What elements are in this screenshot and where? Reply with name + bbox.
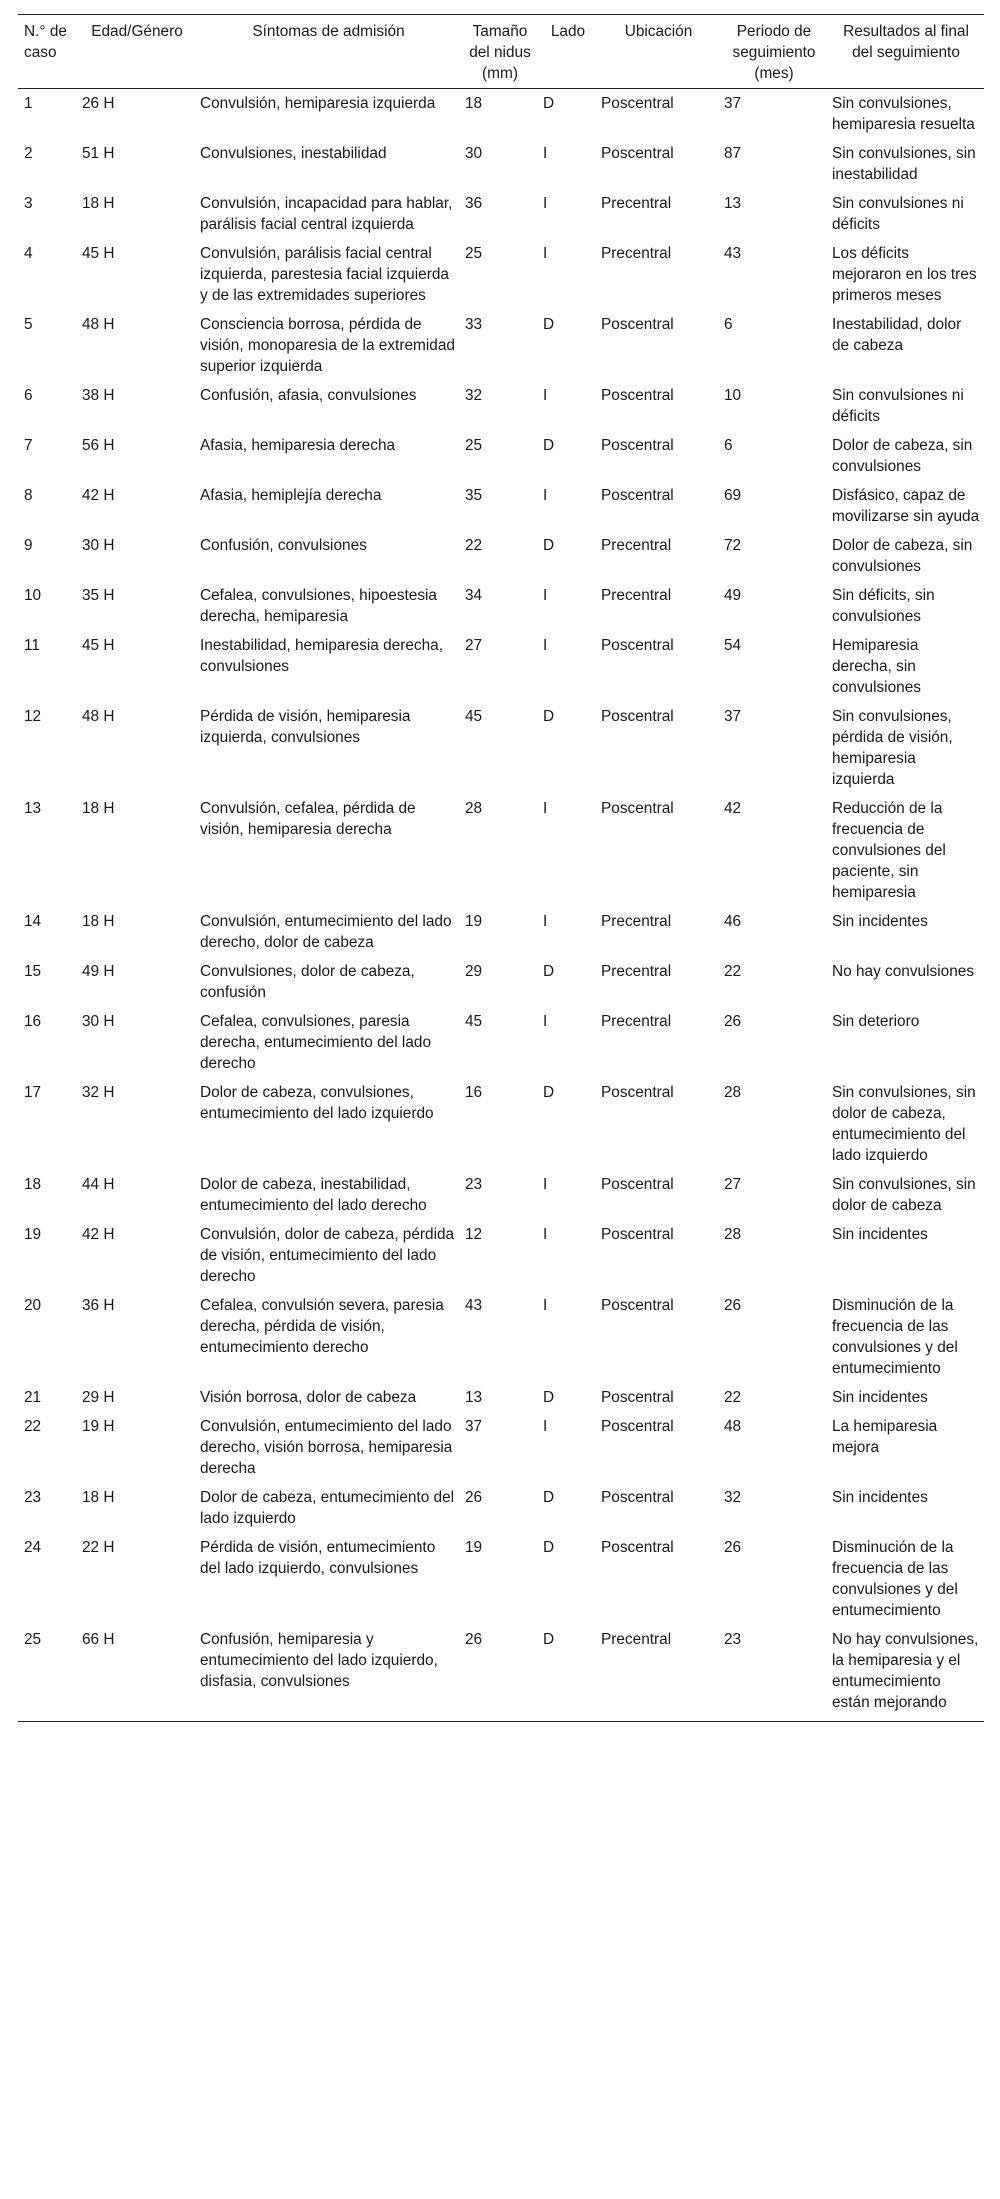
cell-result: Sin convulsiones, sin dolor de cabeza [832,1176,976,1214]
table-row [18,189,984,239]
cell-result: Reducción de la frecuencia de convulsiones del paciente, sin hemiparesia [832,800,946,901]
cell-case: 16 [24,1013,42,1030]
table-row [18,581,984,631]
cell-followup: 22 [724,963,742,980]
cell-age-gender: 66 H [78,1625,196,1722]
cell-symptoms: Afasia, hemiplejía derecha [200,487,382,504]
cell-case: 23 [24,1489,42,1506]
cell-side: I [543,913,548,930]
table-row [18,907,984,957]
cell-result: Dolor de cabeza, sin convulsiones [832,537,973,575]
cell-age-gender: 42 H [82,1226,115,1243]
cell-followup: 10 [724,387,742,404]
table-row [18,1007,984,1078]
cell-result: Sin incidentes [832,913,928,930]
cell-nidus-size: 25 [465,245,483,262]
cell-age-gender: 35 H [82,587,115,604]
cell-nidus-size: 26 [465,1489,483,1506]
cell-age-gender: 18 H [82,1489,115,1506]
cell-side: I [543,1297,548,1314]
cell-case: 8 [24,487,33,504]
cell-result: La hemiparesia mejora [832,1418,938,1456]
cell-age-gender: 51 H [82,145,115,162]
header-case: N.° de caso [18,15,78,89]
cell-location: Poscentral [601,1084,674,1101]
cell-age-gender: 36 H [82,1297,115,1314]
cell-result: Inestabilidad, dolor de cabeza [832,316,962,354]
cell-followup: 22 [724,1389,742,1406]
table-row [18,531,984,581]
cell-location: Poscentral [601,316,674,333]
cell-result: Sin convulsiones, hemiparesia resuelta [832,95,975,133]
cell-location: Poscentral [601,1297,674,1314]
cell-symptoms: Inestabilidad, hemiparesia derecha, convulsiones [200,637,443,675]
cell-case: 1 [24,95,33,112]
cell-case: 19 [24,1226,42,1243]
cell-case: 22 [24,1418,42,1435]
cell-symptoms: Convulsión, entumecimiento del lado derecho, visión borrosa, hemiparesia derecha [200,1418,453,1477]
cell-symptoms: Convulsión, hemiparesia izquierda [200,95,436,112]
cell-side: I [543,245,548,262]
cell-age-gender: 45 H [82,637,115,654]
cell-case: 6 [24,387,33,404]
cell-followup: 43 [724,245,742,262]
cell-side: D [543,1489,555,1506]
cell-result: Disminución de la frecuencia de las convulsiones y del entumecimiento [832,1297,958,1377]
header-symptoms: Síntomas de admisión [196,15,461,89]
cell-age-gender: 48 H [82,316,115,333]
table-row [18,381,984,431]
cell-followup: 37 [724,95,742,112]
header-nidus-size: Tamaño del nidus (mm) [461,15,539,89]
table-row [18,89,984,140]
table-row [18,481,984,531]
cell-case: 20 [24,1297,42,1314]
cell-location: Poscentral [601,1389,674,1406]
cell-nidus-size: 18 [465,95,483,112]
cell-result: Sin convulsiones, sin dolor de cabeza, entumecimiento del lado izquierdo [832,1084,976,1164]
table-row [18,1412,984,1483]
cell-followup: 42 [724,800,742,817]
table-row [18,794,984,907]
cell-location: Poscentral [601,95,674,112]
cell-age-gender: 22 H [82,1539,115,1556]
table-header [18,15,984,89]
cell-age-gender: 38 H [82,387,115,404]
cell-symptoms: Confusión, hemiparesia y entumecimiento del lado izquierdo, disfasia, convulsiones [196,1625,461,1722]
cell-result: Hemiparesia derecha, sin convulsiones [832,637,921,696]
cell-nidus-size: 27 [465,637,483,654]
cell-age-gender: 29 H [82,1389,115,1406]
cell-followup: 27 [724,1176,742,1193]
cell-side: D [543,95,555,112]
cell-location: Poscentral [601,387,674,404]
header-row [18,15,984,89]
cell-followup: 48 [724,1418,742,1435]
cell-nidus-size: 36 [465,195,483,212]
cell-case: 15 [24,963,42,980]
cell-result: Sin convulsiones, sin inestabilidad [832,145,976,183]
cell-side: D [543,963,555,980]
table-row [18,1533,984,1625]
cell-age-gender: 44 H [82,1176,115,1193]
cell-age-gender: 56 H [82,437,115,454]
cell-followup: 87 [724,145,742,162]
cell-followup: 46 [724,913,742,930]
cell-case: 7 [24,437,33,454]
table-row [18,1625,984,1722]
cell-symptoms: Cefalea, convulsiones, hipoestesia derecha, hemiparesia [200,587,437,625]
cell-side: D [543,537,555,554]
cell-location: Poscentral [601,637,674,654]
cell-followup: 6 [724,437,733,454]
cell-result: Sin déficits, sin convulsiones [832,587,935,625]
table-row [18,1483,984,1533]
cell-nidus-size: 43 [465,1297,483,1314]
table-row [18,1220,984,1291]
cell-followup: 69 [724,487,742,504]
cell-nidus-size: 23 [465,1176,483,1193]
cell-case: 3 [24,195,33,212]
table-row [18,239,984,310]
cell-location: Poscentral [601,487,674,504]
table-row [18,702,984,794]
cell-case: 14 [24,913,42,930]
cell-result: No hay convulsiones, la hemiparesia y el entumecimiento están mejorando [828,1625,984,1722]
cell-symptoms: Pérdida de visión, hemiparesia izquierda, convulsiones [200,708,411,746]
cell-case: 17 [24,1084,42,1101]
cell-side: I [543,1226,548,1243]
header-results: Resultados al final del seguimiento [828,15,984,89]
cell-result: Sin incidentes [832,1226,928,1243]
header-age-gender: Edad/Género [78,15,196,89]
cell-nidus-size: 25 [465,437,483,454]
cell-side: D [539,1625,597,1722]
cell-side: I [543,1418,548,1435]
table-row [18,310,984,381]
cell-result: Sin convulsiones, pérdida de visión, hemiparesia izquierda [832,708,953,788]
cell-result: Disminución de la frecuencia de las convulsiones y del entumecimiento [832,1539,958,1619]
cell-symptoms: Dolor de cabeza, inestabilidad, entumecimiento del lado derecho [200,1176,427,1214]
cell-location: Poscentral [601,800,674,817]
cell-nidus-size: 28 [465,800,483,817]
cell-nidus-size: 34 [465,587,483,604]
cell-nidus-size: 45 [465,1013,483,1030]
cell-side: I [543,800,548,817]
cell-symptoms: Convulsiones, inestabilidad [200,145,387,162]
cell-nidus-size: 33 [465,316,483,333]
cell-symptoms: Confusión, convulsiones [200,537,367,554]
cell-followup: 26 [724,1297,742,1314]
cell-nidus-size: 13 [465,1389,483,1406]
cell-nidus-size: 35 [465,487,483,504]
cell-followup: 23 [720,1625,828,1722]
cell-location: Precentral [601,963,672,980]
cell-followup: 32 [724,1489,742,1506]
cell-side: D [543,708,555,725]
cell-symptoms: Convulsión, incapacidad para hablar, parálisis facial central izquierda [200,195,453,233]
cell-followup: 26 [724,1539,742,1556]
cell-nidus-size: 37 [465,1418,483,1435]
table-row [18,1291,984,1383]
cell-age-gender: 45 H [82,245,115,262]
cell-result: Sin incidentes [832,1489,928,1506]
cell-location: Precentral [601,587,672,604]
cell-symptoms: Afasia, hemiparesia derecha [200,437,396,454]
cell-age-gender: 18 H [82,195,115,212]
cell-case: 25 [18,1625,78,1722]
cell-followup: 13 [724,195,742,212]
cell-location: Precentral [601,195,672,212]
cell-result: Disfásico, capaz de movilizarse sin ayuda [832,487,980,525]
cell-followup: 37 [724,708,742,725]
cell-followup: 28 [724,1226,742,1243]
cell-side: I [543,145,548,162]
cell-location: Poscentral [601,437,674,454]
cell-side: D [543,1539,555,1556]
cell-case: 18 [24,1176,42,1193]
cell-age-gender: 42 H [82,487,115,504]
cell-followup: 6 [724,316,733,333]
cell-side: D [543,316,555,333]
cell-case: 12 [24,708,42,725]
cell-symptoms: Confusión, afasia, convulsiones [200,387,417,404]
cell-location: Precentral [601,1013,672,1030]
cell-followup: 49 [724,587,742,604]
cell-nidus-size: 19 [465,913,483,930]
cell-location: Poscentral [601,1418,674,1435]
cell-side: D [543,1084,555,1101]
cell-side: I [543,1013,548,1030]
header-location: Ubicación [597,15,720,89]
cell-symptoms: Consciencia borrosa, pérdida de visión, monoparesia de la extremidad superior izquierda [200,316,455,375]
cell-case: 5 [24,316,33,333]
cell-symptoms: Dolor de cabeza, convulsiones, entumecimiento del lado izquierdo [200,1084,434,1122]
cell-age-gender: 30 H [82,1013,115,1030]
cell-case: 13 [24,800,42,817]
cell-age-gender: 32 H [82,1084,115,1101]
cell-symptoms: Convulsión, entumecimiento del lado derecho, dolor de cabeza [200,913,452,951]
cell-nidus-size: 12 [465,1226,483,1243]
cell-side: I [543,1176,548,1193]
cell-age-gender: 49 H [82,963,115,980]
cell-nidus-size: 32 [465,387,483,404]
cell-location: Precentral [601,913,672,930]
cell-symptoms: Pérdida de visión, entumecimiento del lado izquierdo, convulsiones [200,1539,436,1577]
cell-result: No hay convulsiones [832,963,975,980]
cell-age-gender: 18 H [82,913,115,930]
cell-nidus-size: 19 [465,1539,483,1556]
cell-case: 10 [24,587,42,604]
cell-age-gender: 30 H [82,537,115,554]
cell-case: 4 [24,245,33,262]
table-body [18,89,984,1722]
case-table [18,14,984,1722]
cell-symptoms: Convulsión, dolor de cabeza, pérdida de visión, entumecimiento del lado derecho [200,1226,455,1285]
cell-case: 24 [24,1539,42,1556]
cell-symptoms: Dolor de cabeza, entumecimiento del lado izquierdo [200,1489,455,1527]
cell-nidus-size: 16 [465,1084,483,1101]
cell-result: Los déficits mejoraron en los tres primeros meses [832,245,977,304]
cell-followup: 26 [724,1013,742,1030]
cell-location: Poscentral [601,1226,674,1243]
cell-side: I [543,487,548,504]
cell-nidus-size: 29 [465,963,483,980]
cell-result: Dolor de cabeza, sin convulsiones [832,437,973,475]
table-row [18,1078,984,1170]
cell-symptoms: Visión borrosa, dolor de cabeza [200,1389,417,1406]
cell-case: 9 [24,537,33,554]
cell-location: Poscentral [601,145,674,162]
cell-age-gender: 26 H [82,95,115,112]
cell-side: D [543,1389,555,1406]
cell-age-gender: 48 H [82,708,115,725]
cell-result: Sin convulsiones ni déficits [832,387,964,425]
table-row [18,957,984,1007]
cell-followup: 72 [724,537,742,554]
cell-nidus-size: 26 [461,1625,539,1722]
table-row [18,1170,984,1220]
cell-age-gender: 19 H [82,1418,115,1435]
cell-location: Poscentral [601,1176,674,1193]
cell-followup: 28 [724,1084,742,1101]
cell-result: Sin convulsiones ni déficits [832,195,964,233]
cell-location: Precentral [601,245,672,262]
cell-symptoms: Cefalea, convulsión severa, paresia derecha, pérdida de visión, entumecimiento derecho [200,1297,444,1356]
table-row [18,431,984,481]
cell-case: 2 [24,145,33,162]
cell-symptoms: Cefalea, convulsiones, paresia derecha, entumecimiento del lado derecho [200,1013,432,1072]
cell-location: Poscentral [601,1539,674,1556]
cell-case: 21 [24,1389,42,1406]
cell-side: D [543,437,555,454]
table-row [18,1383,984,1412]
table-row [18,139,984,189]
cell-location: Precentral [597,1625,720,1722]
cell-symptoms: Convulsiones, dolor de cabeza, confusión [200,963,415,1001]
cell-case: 11 [24,637,40,654]
cell-location: Precentral [601,537,672,554]
cell-location: Poscentral [601,708,674,725]
cell-side: I [543,637,548,654]
cell-symptoms: Convulsión, parálisis facial central izquierda, parestesia facial izquierda y de las extremidades superiores [200,245,449,304]
cell-result: Sin deterioro [832,1013,920,1030]
cell-nidus-size: 30 [465,145,483,162]
cell-side: I [543,195,548,212]
cell-nidus-size: 45 [465,708,483,725]
table-row [18,631,984,702]
cell-result: Sin incidentes [832,1389,928,1406]
cell-nidus-size: 22 [465,537,483,554]
cell-age-gender: 18 H [82,800,115,817]
cell-side: I [543,387,548,404]
cell-symptoms: Convulsión, cefalea, pérdida de visión, hemiparesia derecha [200,800,416,838]
header-side: Lado [539,15,597,89]
cell-side: I [543,587,548,604]
header-followup: Periodo de seguimiento (mes) [720,15,828,89]
cell-followup: 54 [724,637,742,654]
cell-location: Poscentral [601,1489,674,1506]
